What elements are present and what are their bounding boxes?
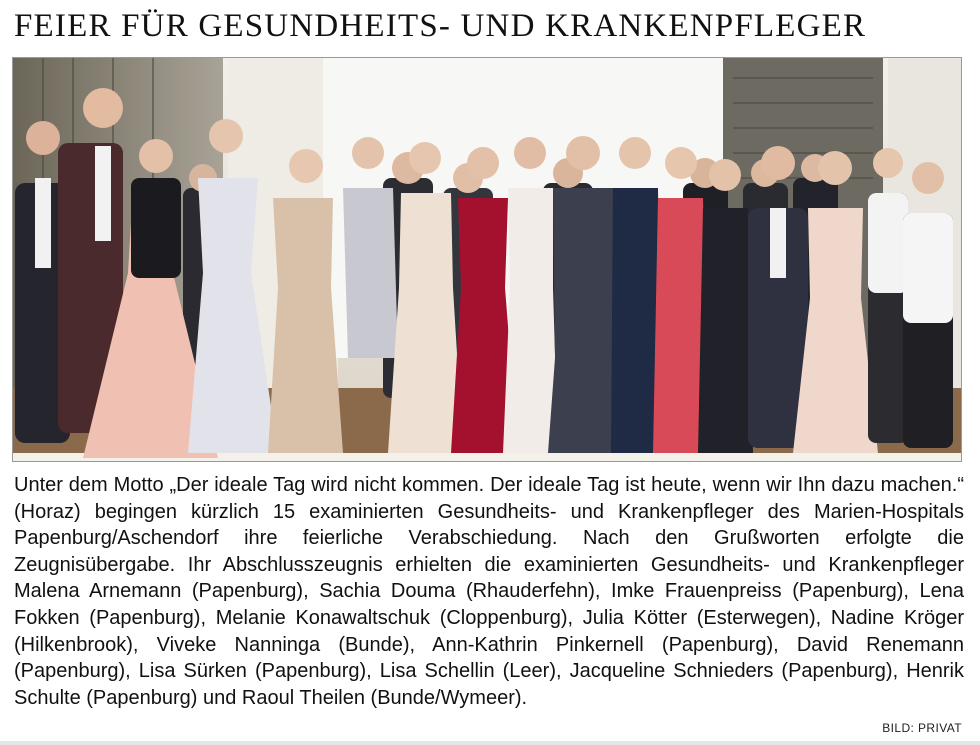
group-photo (12, 57, 962, 462)
page-edge (0, 741, 980, 745)
photo-caption: Unter dem Motto „Der ideale Tag wird nicht kommen. Der ideale Tag ist heute, wenn wir Ihn dazu machen.“ (Horaz) begingen kürzlich 15 examinierten Gesundheits- und Krankenpfleger des Marien-Hospitals Papenburg/Aschendorf ihre feierliche Verabschiedung. Nach den Grußworten erfolgte die Zeugnisübergabe. Ihr Abschlusszeugnis erhielten die examinierten Gesundheits- und Krankenpfleger Malena Arnemann (Papenburg), Sachia Douma (Rhauderfehn), Imke Frauenpreiss (Papenburg), Lena Fokken (Papenburg), Melanie Konawaltschuk (Cloppenburg), Julia Kötter (Esterwegen), Nadine Kröger (Hilkenbrook), Viveke Nanninga (Bunde), Ann-Kathrin Pinkernell (Papenburg), David Renemann (Papenburg), Lisa Sürken (Papenburg), Lisa Schellin (Leer), Jacqueline Schnieders (Papenburg), Henrik Schulte (Papenburg) und Raoul Theilen (Bunde/Wymeer). (14, 474, 964, 709)
photo-credit: BILD: PRIVAT (882, 721, 962, 735)
group-photo-illustration (13, 58, 961, 461)
headline: FEIER FÜR GESUNDHEITS- UND KRANKENPFLEGER (14, 8, 867, 44)
